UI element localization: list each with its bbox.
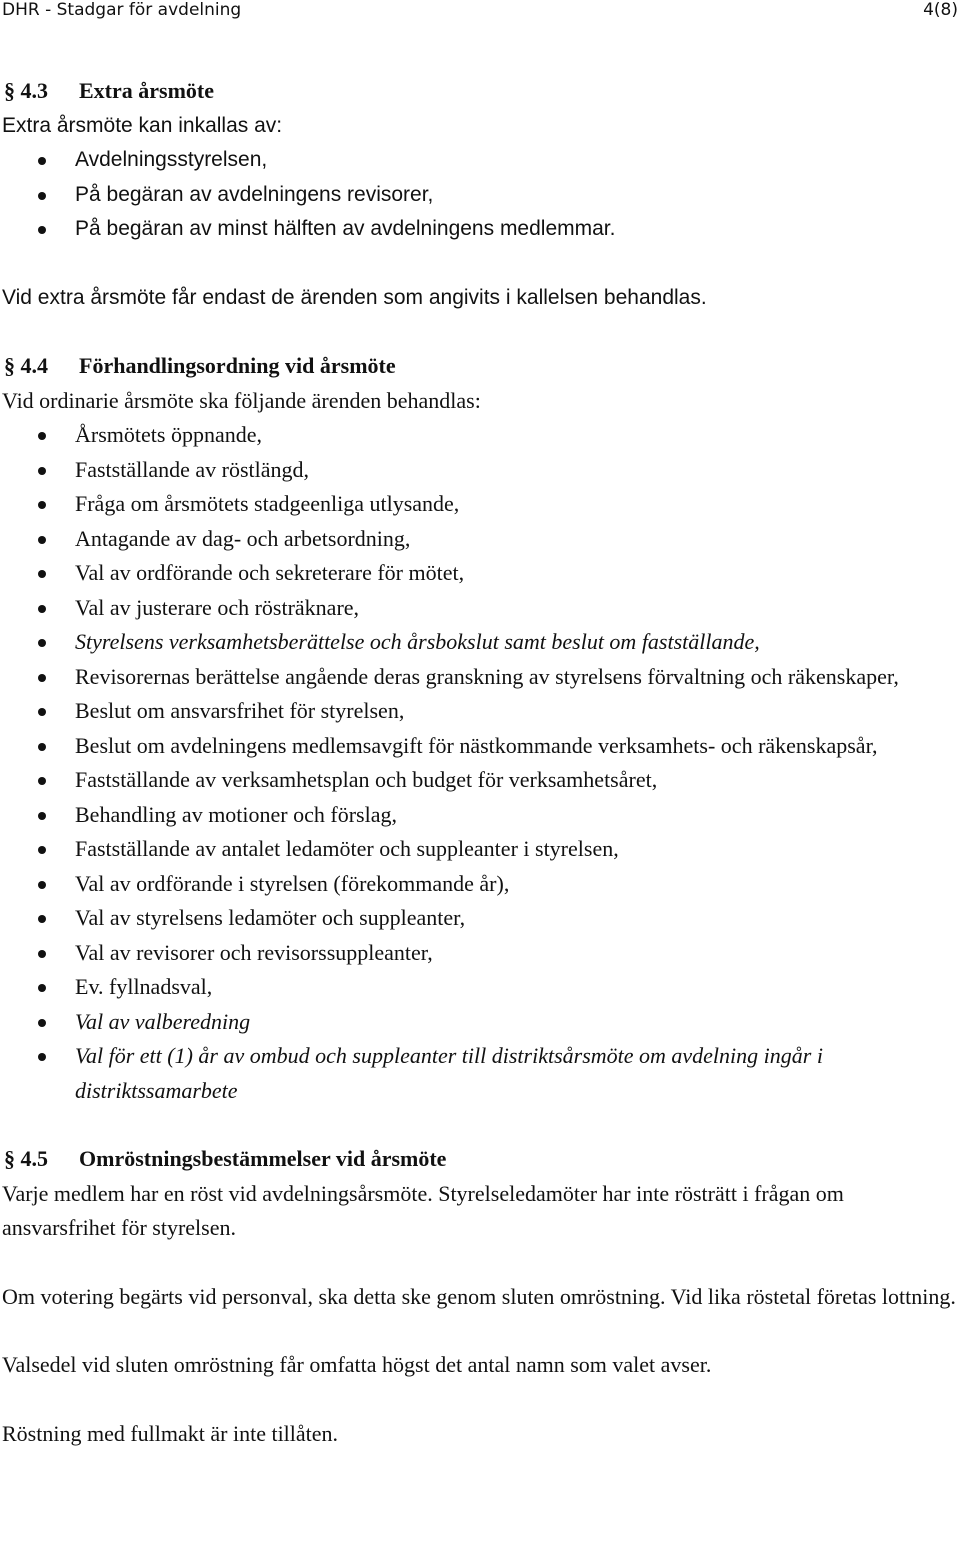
bullet-icon	[38, 432, 46, 440]
bullet-icon	[38, 674, 46, 682]
list-item: Fråga om årsmötets stadgeenliga utlysande,	[0, 487, 958, 522]
bullet-icon	[38, 536, 46, 544]
section-heading: § 4.4 Förhandlingsordning vid årsmöte	[4, 353, 396, 378]
bullet-icon	[38, 226, 46, 234]
list-item: Fastställande av antalet ledamöter och suppleanter i styrelsen,	[0, 832, 958, 867]
bullet-icon	[38, 984, 46, 992]
list-item: Val av ordförande och sekreterare för mötet,	[0, 556, 958, 591]
bullet-icon	[38, 639, 46, 647]
bullet-icon	[38, 157, 46, 165]
bullet-icon	[38, 1053, 46, 1061]
paragraph: Valsedel vid sluten omröstning får omfatta högst det antal namn som valet avser.	[2, 1352, 712, 1377]
bullet-list	[0, 143, 958, 247]
list-item: Beslut om avdelningens medlemsavgift för nästkommande verksamhets- och räkenskapsår,	[0, 729, 958, 764]
list-item: Val av valberedning	[0, 1005, 958, 1040]
list-item: På begäran av avdelningens revisorer,	[0, 178, 958, 213]
list-item: Årsmötets öppnande,	[0, 418, 958, 453]
section-heading-text: Omröstningsbestämmelser vid årsmöte	[79, 1146, 447, 1171]
paragraph: Röstning med fullmakt är inte tillåten.	[2, 1420, 339, 1446]
bullet-icon	[38, 950, 46, 958]
list-item: Styrelsens verksamhetsberättelse och årsbokslut samt beslut om fastställande,	[0, 625, 958, 660]
bullet-icon	[38, 881, 46, 889]
document-title: DHR - Stadgar för avdelning	[2, 0, 242, 20]
bullet-icon	[38, 812, 46, 820]
list-item: Ev. fyllnadsval,	[0, 970, 958, 1005]
section-heading: § 4.3 Extra årsmöte	[4, 78, 215, 103]
list-item: På begäran av minst hälften av avdelningens medlemmar.	[0, 212, 958, 247]
bullet-icon	[38, 1019, 46, 1027]
section-4-3	[0, 74, 958, 315]
bullet-icon	[38, 777, 46, 785]
list-item: Avdelningsstyrelsen,	[0, 143, 958, 178]
bullet-list	[0, 418, 958, 1108]
section-heading-text: Förhandlingsordning vid årsmöte	[79, 353, 396, 378]
list-item: Fastställande av verksamhetsplan och budget för verksamhetsåret,	[0, 763, 958, 798]
list-item: Val för ett (1) år av ombud och suppleanter till distriktsårsmöte om avdelning ingår i distriktssamarbete	[0, 1039, 958, 1108]
list-item: Beslut om ansvarsfrihet för styrelsen,	[0, 694, 958, 729]
bullet-icon	[38, 743, 46, 751]
section-heading: § 4.5 Omröstningsbestämmelser vid årsmöte	[4, 1146, 447, 1171]
paragraph: Varje medlem har en röst vid avdelningsårsmöte. Styrelseledamöter har inte rösträtt i frågan om ansvarsfrihet för styrelsen.	[2, 1180, 844, 1240]
section-4-5	[0, 1142, 958, 1451]
list-item: Fastställande av röstlängd,	[0, 453, 958, 488]
section-intro: Extra årsmöte kan inkallas av:	[2, 113, 283, 137]
page-number: 4(8)	[923, 0, 958, 20]
bullet-icon	[38, 915, 46, 923]
bullet-icon	[38, 708, 46, 716]
list-item: Val av ordförande i styrelsen (förekommande år),	[0, 867, 958, 902]
bullet-icon	[38, 467, 46, 475]
section-note: Vid extra årsmöte får endast de ärenden som angivits i kallelsen behandlas.	[2, 285, 707, 309]
list-item: Behandling av motioner och förslag,	[0, 798, 958, 833]
bullet-icon	[38, 501, 46, 509]
list-item: Antagande av dag- och arbetsordning,	[0, 522, 958, 557]
section-intro: Vid ordinarie årsmöte ska följande ärenden behandlas:	[2, 387, 481, 413]
section-heading-text: Extra årsmöte	[79, 78, 215, 103]
section-4-4	[0, 349, 958, 1108]
list-item: Val av justerare och rösträknare,	[0, 591, 958, 626]
paragraph: Om votering begärts vid personval, ska detta ske genom sluten omröstning. Vid lika röstetal företas lottning.	[2, 1283, 956, 1309]
list-item: Revisorernas berättelse angående deras granskning av styrelsens förvaltning och räkenskaper,	[0, 660, 958, 695]
bullet-icon	[38, 605, 46, 613]
list-item: Val av styrelsens ledamöter och suppleanter,	[0, 901, 958, 936]
document-body	[0, 74, 958, 1451]
bullet-icon	[38, 570, 46, 578]
bullet-icon	[38, 846, 46, 854]
bullet-icon	[38, 192, 46, 200]
list-item: Val av revisorer och revisorssuppleanter,	[0, 936, 958, 971]
page-header	[0, 0, 960, 24]
